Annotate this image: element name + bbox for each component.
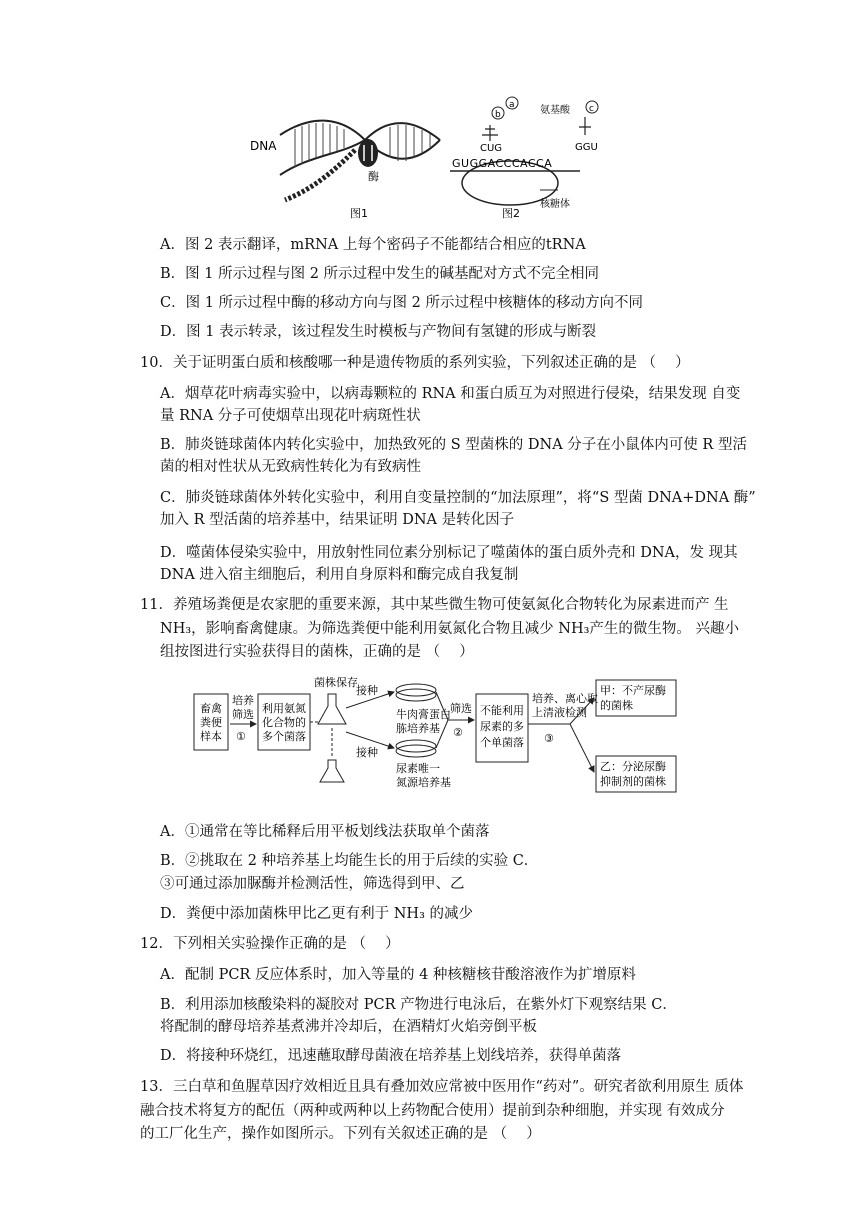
figure-2-translation xyxy=(450,97,598,220)
q13-stem-line2: 融合技术将复方的配伍（两种或两种以上药物配合使用）提前到杂种细胞，并实现 有效成分 xyxy=(140,1103,725,1119)
plate-icon-bottom xyxy=(396,740,436,752)
q10-option-b-line1: B．肺炎链球菌体内转化实验中，加热致死的 S 型菌株的 DNA 分子在小鼠体内可使 R 型活 xyxy=(160,437,747,453)
flask-icon-lower xyxy=(320,760,344,782)
sample-box-line1: 畜禽 xyxy=(200,702,222,715)
q11-option-b: B．②挑取在 2 种培养基上均能生长的用于后续的实验 C． xyxy=(160,853,539,869)
medium2-line1: 尿素唯一 xyxy=(396,762,440,775)
medium1-line2: 胨培养基 xyxy=(396,722,440,735)
colonies-box-line1: 利用氨氮 xyxy=(262,702,306,715)
enzyme-label: 酶 xyxy=(368,170,379,183)
label-c: c xyxy=(589,104,594,114)
q12-stem: 12．下列相关实验操作正确的是 （ ） xyxy=(140,936,400,952)
step3-line2: 上清液检测 xyxy=(532,706,587,719)
q12-option-d: D．将接种环烧红，迅速蘸取酵母菌液在培养基上划线培养，获得单菌落 xyxy=(160,1048,622,1064)
flask-icon xyxy=(318,694,346,724)
q11-stem-line1: 11．养殖场粪便是农家肥的重要来源，其中某些微生物可使氨氮化合物转化为尿素进而产 生 xyxy=(140,597,729,613)
q11-option-a: A．①通常在等比稀释后用平板划线法获取单个菌落 xyxy=(160,824,490,840)
q9-option-b: B．图 1 所示过程与图 2 所示过程中发生的碱基配对方式不完全相同 xyxy=(160,266,600,282)
colonies-box-line2: 化合物的 xyxy=(262,716,306,729)
inoculate-top-label: 接种 xyxy=(356,684,378,697)
single-colony-line1: 不能利用 xyxy=(480,704,524,717)
q13-stem-line3: 的工厂化生产，操作如图所示。下列有关叙述正确的是 （ ） xyxy=(140,1126,541,1142)
mrna-sequence: GUGGACCCACCA xyxy=(452,157,553,170)
figure-1-transcription xyxy=(250,121,440,220)
q10-option-d-line2: DNA 进入宿主细胞后，利用自身原料和酶完成自我复制 xyxy=(160,567,519,583)
q12-option-a: A．配制 PCR 反应体系时，加入等量的 4 种核糖核苷酸溶液作为扩增原料 xyxy=(160,967,636,983)
q11-option-d: D．粪便中添加菌株甲比乙更有利于 NH₃ 的减少 xyxy=(160,906,473,922)
q10-option-b-line2: 菌的相对性状从无致病性转化为有致病性 xyxy=(160,459,421,475)
dna-label: DNA xyxy=(250,139,277,153)
plate-icon-top xyxy=(396,684,436,696)
step2-marker: ② xyxy=(453,726,463,739)
q10-stem: 10．关于证明蛋白质和核酸哪一种是遗传物质的系列实验，下列叙述正确的是 （ ） xyxy=(140,355,690,371)
storage-label: 菌株保存 xyxy=(314,676,358,689)
step1-marker: ① xyxy=(236,730,246,743)
q13-stem-line1: 13．三白草和鱼腥草因疗效相近且具有叠加效应常被中医用作“药对”。研究者欲利用原生 质体 xyxy=(140,1079,744,1095)
medium1-line1: 牛肉膏蛋白 xyxy=(396,708,451,721)
single-colony-line2: 尿素的多 xyxy=(480,720,524,733)
enzyme-shape xyxy=(358,139,378,167)
figure-1-label: 图1 xyxy=(350,207,368,220)
step3-line1: 培养、离心取 xyxy=(532,692,598,705)
q11-stem-line3: 组按图进行实验获得目的菌株，正确的是 （ ） xyxy=(160,644,474,660)
ribosome-label: 核糖体 xyxy=(540,199,570,210)
sample-box-line2: 粪便 xyxy=(200,716,222,729)
result-a-line1: 甲：不产尿酶 xyxy=(600,684,666,697)
strain-screening-flowchart xyxy=(190,672,690,812)
medium2-line2: 氮源培养基 xyxy=(396,776,451,789)
q11-option-c: ③可通过添加脲酶并检测活性，筛选得到甲、乙 xyxy=(160,876,465,892)
step2-line1: 筛选 xyxy=(450,702,472,715)
step1-line1: 培养 xyxy=(232,694,254,707)
sample-box-line3: 样本 xyxy=(200,730,222,743)
label-a: a xyxy=(509,100,515,110)
inoculate-bottom-label: 接种 xyxy=(356,746,378,759)
q9-option-c: C．图 1 所示过程中酶的移动方向与图 2 所示过程中核糖体的移动方向不同 xyxy=(160,295,643,311)
q10-option-c-line2: 加入 R 型活菌的培养基中，结果证明 DNA 是转化因子 xyxy=(160,512,515,528)
anticodon-cug: CUG xyxy=(480,143,503,154)
q11-stem-line2: NH₃，影响畜禽健康。为筛选粪便中能利用氨氮化合物且减少 NH₃产生的微生物。 兴趣小 xyxy=(160,621,740,637)
result-b-line2: 抑制剂的菌株 xyxy=(600,775,666,788)
q10-option-c-line1: C．肺炎链球菌体外转化实验中，利用自变量控制的“加法原理”，将“S 型菌 DNA+DNA 酶” xyxy=(160,490,756,506)
q10-option-d-line1: D．噬菌体侵染实验中，用放射性同位素分别标记了噬菌体的蛋白质外壳和 DNA，发 现其 xyxy=(160,545,738,561)
result-a-line2: 的菌株 xyxy=(600,699,633,712)
label-b: b xyxy=(495,110,501,120)
single-colony-line3: 个单菌落 xyxy=(480,736,524,749)
step1-line2: 筛选 xyxy=(232,708,254,721)
step3-marker: ③ xyxy=(544,732,554,745)
q12-option-c: 将配制的酵母培养基煮沸并冷却后，在酒精灯火焰旁倒平板 xyxy=(160,1019,537,1035)
q10-option-a-line1: A．烟草花叶病毒实验中，以病毒颗粒的 RNA 和蛋白质互为对照进行侵染，结果发现 自变 xyxy=(160,386,741,402)
anticodon-ggu: GGU xyxy=(575,142,598,153)
colonies-box-line3: 多个菌落 xyxy=(262,730,306,743)
q9-option-d: D．图 1 表示转录，该过程发生时模板与产物间有氢键的形成与断裂 xyxy=(160,324,597,340)
q10-option-a-line2: 量 RNA 分子可使烟草出现花叶病斑性状 xyxy=(160,408,421,424)
q9-option-a: A．图 2 表示翻译，mRNA 上每个密码子不能都结合相应的tRNA xyxy=(160,237,586,253)
dna-translation-figures xyxy=(240,95,600,225)
figure-2-label: 图2 xyxy=(502,207,520,220)
q12-option-b: B．利用添加核酸染料的凝胶对 PCR 产物进行电泳后，在紫外灯下观察结果 C． xyxy=(160,997,677,1013)
amino-acid-label: 氨基酸 xyxy=(540,105,570,116)
result-b-line1: 乙：分泌尿酶 xyxy=(600,760,666,773)
